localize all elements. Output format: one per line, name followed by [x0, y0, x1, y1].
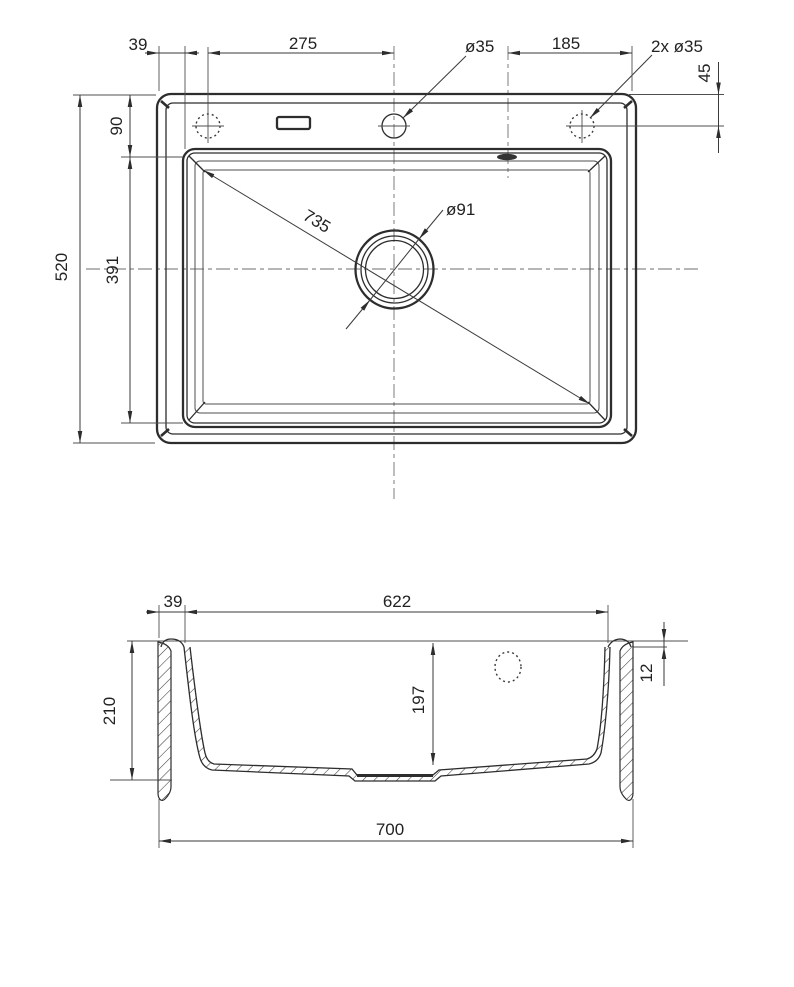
dimension-185 [508, 34, 632, 91]
dim-label-735: 735 [299, 205, 334, 237]
dim-label-391: 391 [103, 255, 122, 285]
dimension-bowl-diagonal [203, 170, 590, 404]
logo-plate [277, 117, 310, 129]
dim-label-197: 197 [409, 685, 428, 715]
left-skirt-wall [158, 642, 171, 800]
sink-outer-edge [157, 94, 636, 443]
dim-label-side-holes: 2x ø35 [651, 37, 703, 56]
bowl-wall-inner-line [190, 647, 605, 775]
dim-label-faucet: ø35 [465, 37, 495, 56]
dimension-391 [103, 157, 183, 423]
dim-label-39-top: 39 [128, 35, 148, 54]
dimension-275 [208, 34, 394, 53]
dim-label-275: 275 [288, 34, 318, 53]
right-skirt-wall [620, 642, 633, 800]
dimension-39-section [146, 592, 185, 643]
dimension-side-holes [590, 37, 703, 118]
dimension-12 [637, 622, 664, 686]
dim-label-drain: ø91 [446, 200, 476, 219]
dimension-700 [159, 799, 633, 848]
dim-label-700: 700 [375, 820, 405, 839]
dim-label-45: 45 [695, 63, 714, 83]
dim-label-90: 90 [107, 116, 126, 136]
dimension-39-top [129, 35, 199, 149]
dim-label-12: 12 [637, 663, 656, 683]
bowl-wall-hatch [184, 647, 610, 781]
bowl-opening-outer [183, 149, 611, 427]
top-view [52, 34, 724, 499]
overflow-hole-section [495, 652, 521, 682]
dim-label-520: 520 [52, 252, 71, 282]
overflow-slot [497, 154, 517, 160]
dim-label-39-section: 39 [163, 592, 183, 611]
bowl-wall-outer-line [184, 647, 610, 781]
bowl-corner-chamfers [189, 156, 605, 420]
right-optional-hole [566, 110, 724, 143]
dimension-faucet-hole [403, 37, 494, 118]
dimension-197 [409, 643, 433, 765]
dimension-45 [629, 62, 724, 153]
bowl-opening-inner [187, 153, 607, 423]
dim-label-622: 622 [382, 592, 412, 611]
dim-label-185: 185 [551, 34, 581, 53]
outer-corner-chamfers [161, 101, 632, 436]
section-view [100, 592, 688, 848]
dim-label-210: 210 [100, 696, 119, 726]
dimension-622 [185, 592, 608, 643]
